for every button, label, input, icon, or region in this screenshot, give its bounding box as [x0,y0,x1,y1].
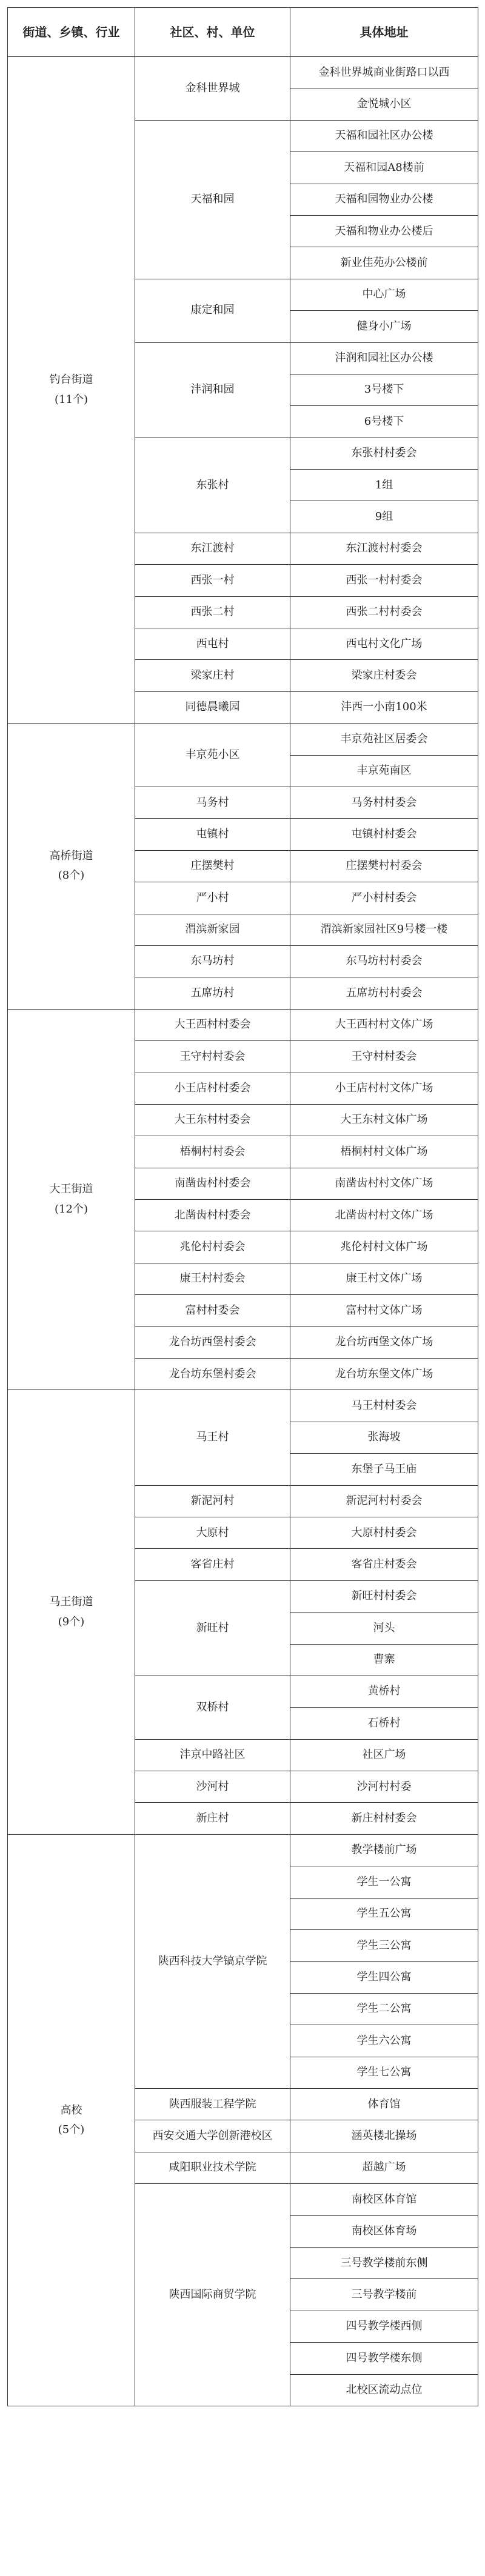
address-cell: 6号楼下 [290,406,478,438]
unit-cell: 屯镇村 [135,819,290,850]
address-cell: 兆伦村村文体广场 [290,1231,478,1263]
address-cell: 严小村村委会 [290,882,478,914]
unit-cell: 新旺村 [135,1580,290,1676]
district-name: 大王街道 [49,1183,93,1196]
address-cell: 龙台坊东堡文体广场 [290,1359,478,1390]
address-cell: 1组 [290,470,478,501]
district-count: (12个) [55,1202,88,1216]
address-cell: 小王店村村文体广场 [290,1073,478,1104]
address-cell: 南凿齿村村文体广场 [290,1168,478,1199]
district-count: (8个) [58,869,85,882]
unit-cell: 双桥村 [135,1676,290,1739]
address-cell: 西屯村文化广场 [290,628,478,660]
address-cell: 西张二村村委会 [290,596,478,628]
unit-cell: 天福和园 [135,120,290,279]
district-cell [8,57,135,724]
unit-cell: 东江渡村 [135,533,290,564]
site-table [7,7,478,2406]
district-count: (11个) [55,393,88,406]
address-cell: 马王村村委会 [290,1390,478,1422]
unit-cell: 西张一村 [135,565,290,596]
address-cell: 金悦城小区 [290,88,478,120]
address-cell: 河头 [290,1612,478,1644]
address-cell: 丰京苑社区居委会 [290,724,478,755]
address-cell: 东江渡村村委会 [290,533,478,564]
address-cell: 东马坊村村委会 [290,945,478,977]
address-cell: 丰京苑南区 [290,755,478,787]
address-cell: 社区广场 [290,1739,478,1771]
unit-cell: 马王村 [135,1390,290,1485]
address-cell: 梧桐村村文体广场 [290,1136,478,1168]
address-cell: 教学楼前广场 [290,1834,478,1866]
address-cell: 西张一村村委会 [290,565,478,596]
address-cell: 学生二公寓 [290,1993,478,2025]
header-address: 具体地址 [290,8,478,57]
unit-cell: 新泥河村 [135,1485,290,1517]
table-row [8,1009,478,1040]
address-cell: 学生五公寓 [290,1898,478,1929]
address-cell: 新旺村村委会 [290,1580,478,1612]
address-cell: 9组 [290,501,478,533]
district-name: 马王街道 [49,1596,93,1609]
address-cell: 新庄村村委会 [290,1803,478,1834]
address-cell: 梁家庄村委会 [290,660,478,691]
unit-cell: 咸阳职业技术学院 [135,2152,290,2183]
unit-cell: 沣润和园 [135,342,290,438]
address-cell: 张海坡 [290,1422,478,1453]
unit-cell: 王守村村委会 [135,1041,290,1073]
address-cell: 学生六公寓 [290,2025,478,2057]
address-cell: 学生七公寓 [290,2057,478,2088]
address-cell: 天福和物业办公楼后 [290,215,478,247]
address-cell: 五席坊村村委会 [290,977,478,1009]
address-cell: 天福和园A8楼前 [290,152,478,184]
address-cell: 天福和园社区办公楼 [290,120,478,151]
unit-cell: 马务村 [135,787,290,818]
address-cell: 客省庄村委会 [290,1549,478,1580]
unit-cell: 梁家庄村 [135,660,290,691]
unit-cell: 沙河村 [135,1771,290,1803]
address-cell: 新业佳苑办公楼前 [290,247,478,279]
unit-cell: 西安交通大学创新港校区 [135,2120,290,2152]
unit-cell: 大原村 [135,1517,290,1548]
address-cell: 体育馆 [290,2089,478,2120]
address-cell: 天福和园物业办公楼 [290,184,478,215]
address-cell: 南校区体育馆 [290,2184,478,2215]
address-cell: 涵英楼北操场 [290,2120,478,2152]
address-cell: 三号教学楼前 [290,2279,478,2311]
unit-cell: 东马坊村 [135,945,290,977]
unit-cell: 丰京苑小区 [135,724,290,787]
table-row [8,57,478,88]
address-cell: 中心广场 [290,279,478,310]
address-cell: 曹寨 [290,1644,478,1676]
address-cell: 四号教学楼东侧 [290,2343,478,2374]
unit-cell: 西屯村 [135,628,290,660]
unit-cell: 陕西国际商贸学院 [135,2184,290,2406]
unit-cell: 兆伦村村委会 [135,1231,290,1263]
unit-cell: 新庄村 [135,1803,290,1834]
unit-cell: 五席坊村 [135,977,290,1009]
district-count: (9个) [58,1615,85,1628]
table-body [8,57,478,2406]
district-count: (5个) [58,2123,85,2136]
unit-cell: 东张村 [135,438,290,533]
address-cell: 大原村村委会 [290,1517,478,1548]
address-cell: 新泥河村村委会 [290,1485,478,1517]
unit-cell: 同德晨曦园 [135,691,290,723]
district-name: 高校 [60,2103,82,2117]
unit-cell: 严小村 [135,882,290,914]
district-name: 钓台街道 [49,373,93,387]
unit-cell: 沣京中路社区 [135,1739,290,1771]
unit-cell: 康王村村委会 [135,1263,290,1294]
header-row [8,8,478,57]
address-cell: 北凿齿村村文体广场 [290,1200,478,1231]
district-name: 高桥街道 [49,850,93,863]
address-cell: 龙台坊西堡文体广场 [290,1326,478,1358]
address-cell: 王守村村委会 [290,1041,478,1073]
address-cell: 三号教学楼前东侧 [290,2247,478,2278]
address-cell: 沙河村村委 [290,1771,478,1803]
address-cell: 大王西村村文体广场 [290,1009,478,1040]
address-cell: 石桥村 [290,1708,478,1739]
table-row [8,724,478,755]
unit-cell: 客省庄村 [135,1549,290,1580]
address-cell: 屯镇村村委会 [290,819,478,850]
address-cell: 学生一公寓 [290,1866,478,1898]
address-cell: 北校区流动点位 [290,2374,478,2406]
address-cell: 3号楼下 [290,374,478,405]
table-header [8,8,478,57]
unit-cell: 大王西村村委会 [135,1009,290,1040]
address-cell: 学生三公寓 [290,1930,478,1962]
table-row [8,1834,478,1866]
address-cell: 黄桥村 [290,1676,478,1707]
unit-cell: 梧桐村村委会 [135,1136,290,1168]
address-cell: 康王村文体广场 [290,1263,478,1294]
unit-cell: 龙台坊西堡村委会 [135,1326,290,1358]
unit-cell: 康定和园 [135,279,290,342]
address-cell: 四号教学楼西侧 [290,2311,478,2342]
address-cell: 金科世界城商业街路口以西 [290,57,478,88]
unit-cell: 大王东村村委会 [135,1104,290,1136]
district-cell [8,1834,135,2406]
address-cell: 东张村村委会 [290,438,478,469]
unit-cell: 北凿齿村村委会 [135,1200,290,1231]
address-cell: 沣润和园社区办公楼 [290,342,478,374]
header-district: 街道、乡镇、行业 [8,8,135,57]
address-cell: 庄摆樊村村委会 [290,850,478,882]
unit-cell: 小王店村村委会 [135,1073,290,1104]
unit-cell: 金科世界城 [135,57,290,121]
unit-cell: 陕西服装工程学院 [135,2089,290,2120]
address-cell: 健身小广场 [290,311,478,342]
address-cell: 超越广场 [290,2152,478,2183]
unit-cell: 渭滨新家园 [135,914,290,945]
unit-cell: 龙台坊东堡村委会 [135,1359,290,1390]
address-cell: 南校区体育场 [290,2215,478,2247]
page [7,7,478,2406]
unit-cell: 南凿齿村村委会 [135,1168,290,1199]
address-cell: 大王东村文体广场 [290,1104,478,1136]
unit-cell: 富村村委会 [135,1295,290,1326]
address-cell: 渭滨新家园社区9号楼一楼 [290,914,478,945]
district-cell [8,1390,135,1834]
unit-cell: 西张二村 [135,596,290,628]
table-row [8,1390,478,1422]
district-cell [8,1009,135,1390]
unit-cell: 陕西科技大学镐京学院 [135,1834,290,2088]
address-cell: 富村村文体广场 [290,1295,478,1326]
address-cell: 马务村村委会 [290,787,478,818]
address-cell: 学生四公寓 [290,1962,478,1993]
header-unit: 社区、村、单位 [135,8,290,57]
district-cell [8,724,135,1010]
address-cell: 东堡子马王庙 [290,1454,478,1485]
unit-cell: 庄摆樊村 [135,850,290,882]
address-cell: 沣西一小南100米 [290,691,478,723]
